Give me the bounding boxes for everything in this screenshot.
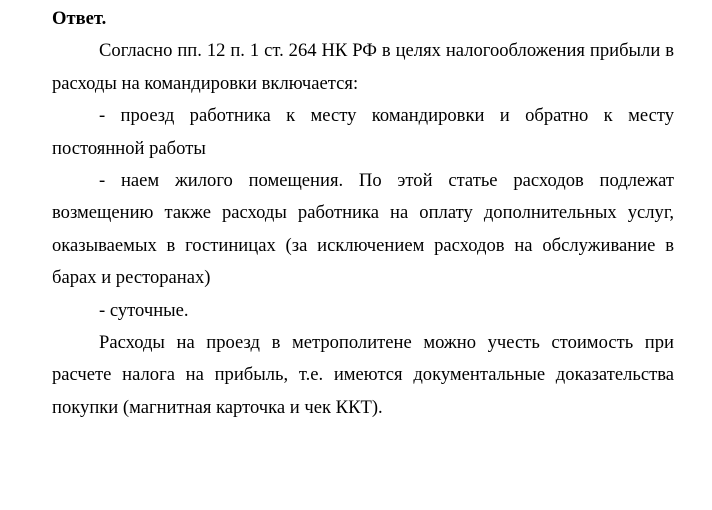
paragraph-housing-item: - наем жилого помещения. По этой статье расходов подлежат возмещению также расходы работника на оплату дополнительных услуг, оказываемых в гостиницах (за исключением расходов на обслуживание в барах и ресторанах) xyxy=(52,170,674,289)
document-page xyxy=(52,3,674,424)
paragraph-metro-expenses: Расходы на проезд в метрополитене можно учесть стоимость при расчете налога на прибыль, т.е. имеются документальные доказательства покупки (магнитная карточка и чек ККТ). xyxy=(52,332,674,418)
paragraph-legal-basis: Согласно пп. 12 п. 1 ст. 264 НК РФ в целях налогообложения прибыли в расходы на командировки включается: xyxy=(52,40,674,94)
answer-heading: Ответ. xyxy=(52,8,107,29)
paragraph-travel-item: - проезд работника к месту командировки и обратно к месту постоянной работы xyxy=(52,105,674,159)
paragraph-per-diem-item: - суточные. xyxy=(99,299,189,321)
